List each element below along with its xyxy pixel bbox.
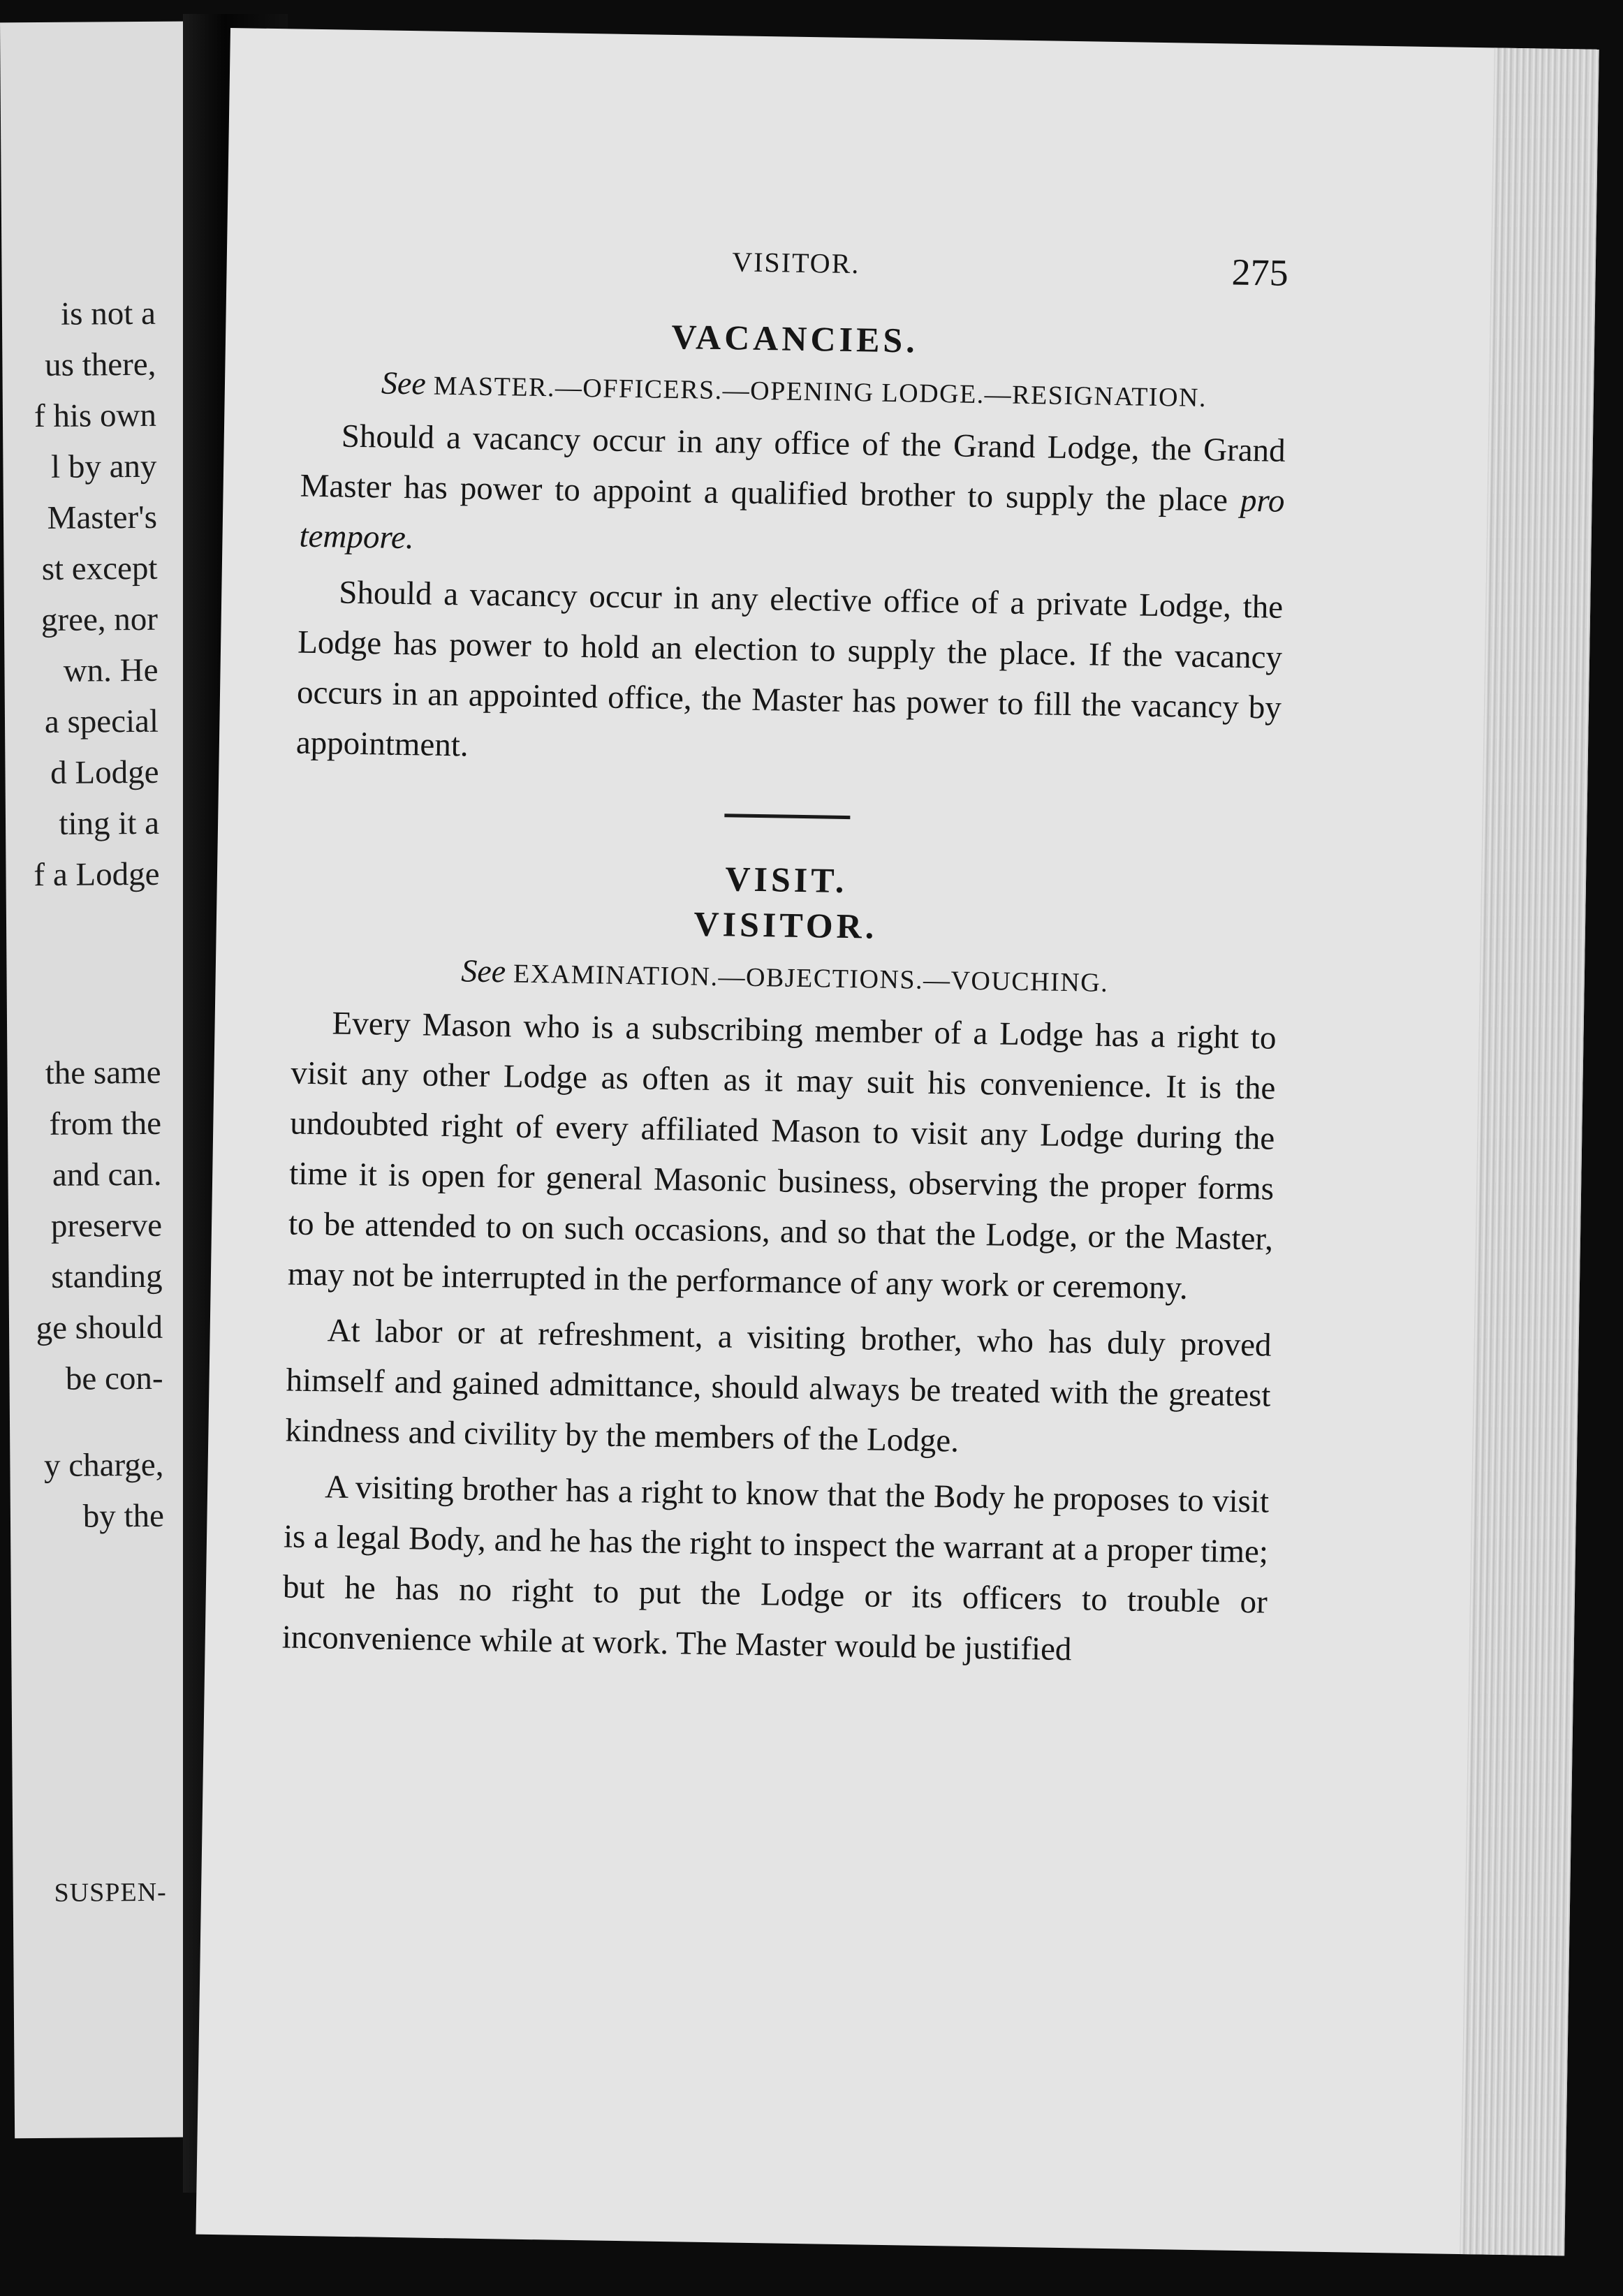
running-head [303,239,1288,303]
left-page-line: the same [45,1054,161,1091]
right-page [196,28,1599,2255]
left-page-line: Master's [47,499,158,536]
left-page-line: ge should [36,1309,163,1347]
entry-heading-vacancies: VACANCIES. [671,316,919,360]
section-divider [724,814,850,820]
left-page-line: gree, nor [41,601,159,638]
left-page-line: l by any [50,448,157,485]
paragraph: Should a vacancy occur in any elective office of a private Lodge, the Lodge has power to hold an election to supply the place. If the vacancy occurs in an appointed office, the Master has power to fill the vacancy by appointment. [295,574,1284,764]
left-page-line: wn. He [63,652,159,689]
left-page-line: st except [41,550,158,587]
italic-phrase: pro tempore. [299,483,1285,557]
left-page-line: ting it a [59,804,160,842]
left-page-line: y charge, [43,1446,164,1484]
left-page-line: preserve [50,1207,163,1244]
running-head-title: VISITOR. [731,246,860,280]
left-page-line: from the [49,1105,162,1142]
left-page-line: is not a [60,295,156,332]
see-refs-text: EXAMINATION.—OBJECTIONS.—VOUCHING. [513,959,1109,999]
see-references-visitor [320,943,1249,1008]
left-page-line: f a Lodge [34,855,160,894]
page-text-block [281,239,1288,1683]
left-page-line: d Lodge [50,753,159,791]
left-page-line: f his own [34,397,157,435]
paragraph [299,411,1286,577]
paragraph: A visiting brother has a right to know that the Body he proposes to visit is a legal Body, and he has the right to inspect the warrant at a proper time; but he has no right to put the Lodge or its officers to trouble or inconvenience while at work. The Master would be justified [281,1468,1270,1668]
paragraph-text: Should a vacancy occur in any office of the Grand Lodge, the Grand Master has power to appoint a qualified brother to supply the place [300,418,1286,520]
see-refs-text: MASTER.—OFFICERS.—OPENING LODGE.—RESIGNATION. [433,371,1207,413]
page-number: 275 [1231,251,1289,294]
page-edge-stack [1460,47,1599,2255]
see-word: See [381,365,427,402]
left-page-line: a special [44,702,159,740]
see-references-vacancies [329,357,1258,421]
left-page-line: SUSPEN- [54,1877,167,1908]
entry-vacancies [295,309,1287,783]
left-page-line: by the [82,1497,165,1535]
paragraph: Every Mason who is a subscribing member of a Lodge has a right to visit any other Lodge as often as it may suit his convenience. It is the undoubted right of every affiliated Mason to visit any Lodge during the time it is open for general Masonic business, observing the proper forms to be attended to on such occasions, and so that the Lodge, or the Master, may not be interrupted in the performance of any work or ceremony. [287,1005,1277,1307]
see-word: See [460,952,506,989]
entry-heading-visit: VISIT. [725,859,848,901]
left-page-line: and can. [52,1156,162,1193]
left-page-line: be con- [65,1360,163,1397]
left-page-line: us there, [45,346,156,383]
entry-visit-visitor [281,850,1279,1677]
left-page-line: standing [51,1258,163,1295]
paragraph: At labor or at refreshment, a visiting brother, who has duly proved himself and gained admittance, should always be treated with the greatest kindness and civility by the members of the Lodge. [285,1312,1272,1459]
entry-heading-visitor: VISITOR. [693,904,878,947]
